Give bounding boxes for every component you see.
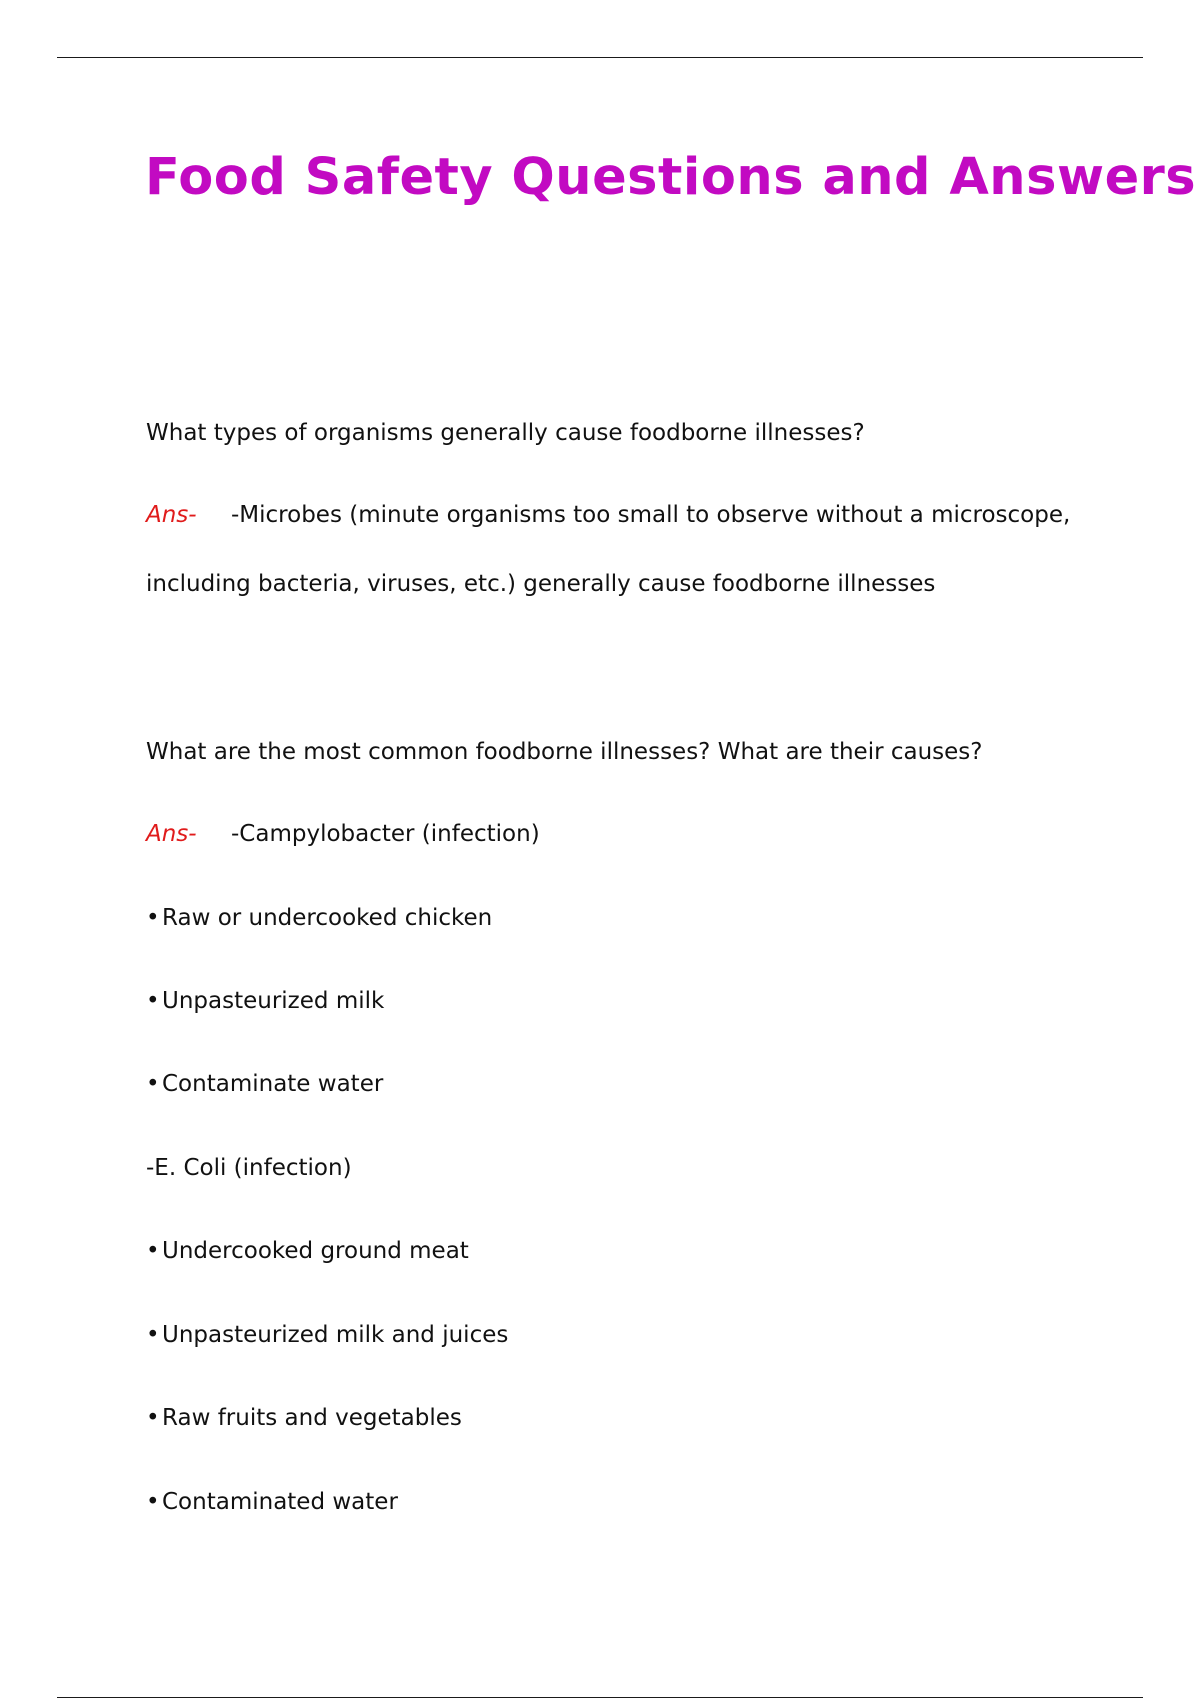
list-item-text: Raw or undercooked chicken	[162, 905, 493, 931]
answer-text: -Campylobacter (infection)	[231, 821, 540, 847]
bullet: •	[146, 1238, 160, 1264]
bullet: •	[146, 1322, 160, 1348]
page-title: Food Safety Questions and Answers	[145, 148, 1197, 207]
answer-prefix: Ans-	[146, 821, 197, 847]
list-item	[146, 1487, 398, 1517]
list-item-text: Unpasteurized milk and juices	[162, 1322, 509, 1348]
answer-1-line-2: including bacteria, viruses, etc.) generally cause foodborne illnesses	[146, 571, 936, 597]
answer-text: -Microbes (minute organisms too small to observe without a microscope,	[231, 502, 1071, 528]
question-1: What types of organisms generally cause foodborne illnesses?	[146, 420, 865, 446]
question-2: What are the most common foodborne illnesses? What are their causes?	[146, 739, 983, 765]
bullet: •	[146, 1405, 160, 1431]
bullet: •	[146, 1071, 160, 1097]
bottom-rule	[57, 1697, 1143, 1698]
list-item-text: Contaminated water	[162, 1489, 398, 1515]
top-rule	[57, 57, 1143, 58]
list-item	[146, 903, 492, 933]
subheading-ecoli: -E. Coli (infection)	[146, 1155, 352, 1181]
list-item	[146, 986, 384, 1016]
answer-prefix: Ans-	[146, 502, 197, 528]
list-item	[146, 1320, 508, 1350]
bullet: •	[146, 988, 160, 1014]
answer-1-line-1	[146, 500, 1070, 530]
bullet: •	[146, 905, 160, 931]
list-item-text: Raw fruits and vegetables	[162, 1405, 462, 1431]
list-item-text: Unpasteurized milk	[162, 988, 385, 1014]
list-item	[146, 1069, 383, 1099]
list-item-text: Contaminate water	[162, 1071, 384, 1097]
list-item	[146, 1403, 462, 1433]
list-item-text: Undercooked ground meat	[162, 1238, 469, 1264]
bullet: •	[146, 1489, 160, 1515]
answer-2-line-1	[146, 819, 540, 849]
list-item	[146, 1236, 469, 1266]
